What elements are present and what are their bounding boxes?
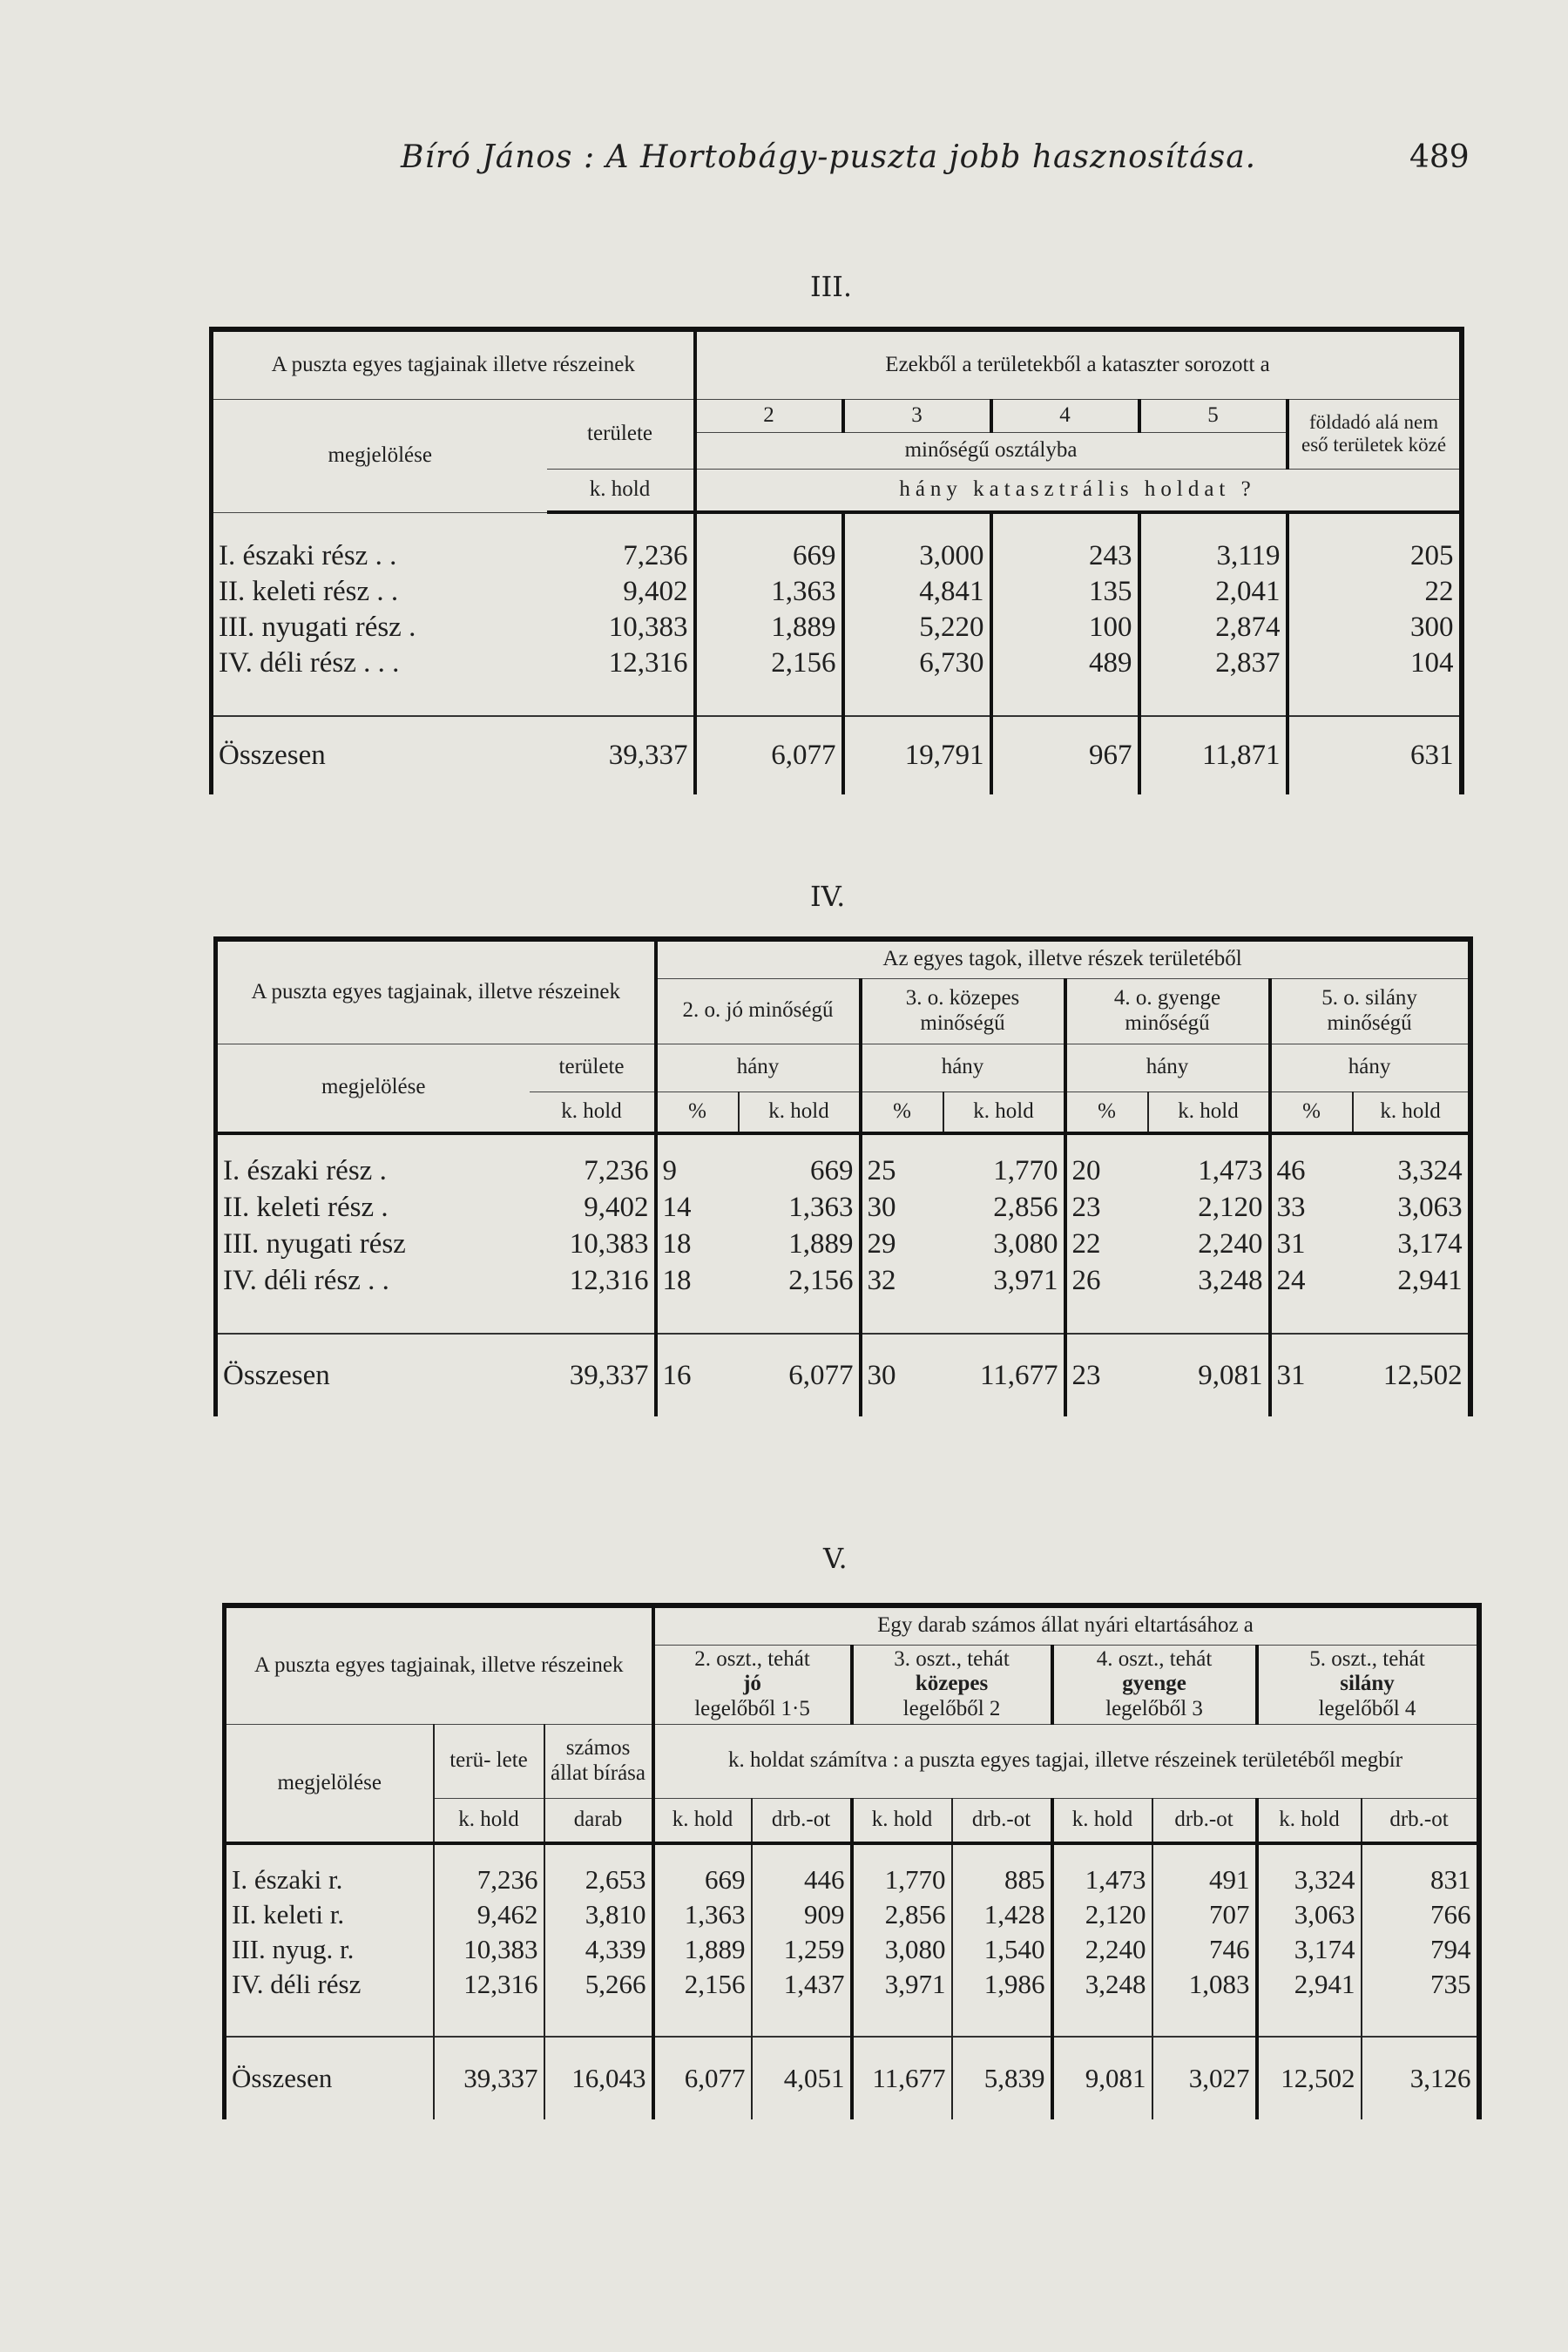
- t4-total-row-area: 39,337: [530, 1334, 656, 1416]
- t5-total-row-h5: 12,502: [1257, 2037, 1362, 2119]
- t4-row-1-area: 7,236: [530, 1152, 656, 1189]
- t4-head-area: területe: [530, 1044, 656, 1092]
- t3-total-row-label: Összesen: [212, 716, 547, 794]
- t4-row-4-p4: 26: [1071, 1264, 1101, 1296]
- t5-row-1: [225, 1862, 1479, 1897]
- t5-total-row-area: 39,337: [434, 2037, 544, 2119]
- t4-head-unit: k. hold: [530, 1092, 656, 1133]
- t4-row-1-label: I. északi rész .: [223, 1154, 387, 1186]
- t5-group-5-b: silány: [1340, 1672, 1395, 1696]
- t3-total-row-land: 631: [1288, 716, 1462, 794]
- t4-unit-4: k. hold: [1148, 1092, 1270, 1133]
- t3-row-2-area: 9,402: [547, 574, 695, 610]
- table-iii: [209, 327, 1464, 794]
- t4-row-1-p3: 25: [867, 1154, 896, 1186]
- t5-row-1-d5: 831: [1430, 1864, 1471, 1896]
- t4-row-3-label: III. nyugati rész: [223, 1227, 406, 1260]
- t5-total-row-d5: 3,126: [1362, 2037, 1479, 2119]
- t4-spacer-cell: [530, 1299, 656, 1334]
- t5-head-calc: k. holdat számítva : a puszta egyes tagjai, illetve részeinek területéből megbír: [653, 1724, 1479, 1798]
- t5-total-row: [225, 2037, 1479, 2119]
- t3-row-4-c4: 489: [991, 645, 1139, 681]
- t5-row-3-d2: 1,259: [752, 1932, 852, 1967]
- t4-spacer-cell: [656, 1299, 739, 1334]
- t5-group-2-c: legelőből 1·5: [694, 1697, 810, 1720]
- t4-row-2-h2: 1,363: [739, 1189, 861, 1226]
- t5-group-5: [1257, 1645, 1479, 1724]
- t5-row-4: [225, 1967, 1479, 2002]
- t5-head-members: A puszta egyes tagjainak, illetve részeinek: [225, 1605, 653, 1724]
- t3-class-2: 2: [695, 399, 843, 432]
- t5-spacer-cell: [1257, 2002, 1362, 2037]
- t4-total-row-p2: 16: [656, 1334, 739, 1416]
- t3-row-4-c5: 2,837: [1139, 645, 1288, 681]
- t4-row-2-h3: 2,856: [943, 1189, 1065, 1226]
- t4-row-2-p4: 23: [1071, 1191, 1101, 1223]
- t5-row-1-d2: 446: [752, 1862, 852, 1897]
- t4-head-designation: megjelölése: [216, 1044, 530, 1133]
- t4-row-1-p4: 20: [1071, 1154, 1101, 1186]
- t3-row-3-c2: 1,889: [695, 610, 843, 645]
- table-v: [222, 1603, 1482, 2119]
- t5-row-3: [225, 1932, 1479, 1967]
- t3-head-members: A puszta egyes tagjainak illetve részeinek: [212, 329, 695, 399]
- t4-spacer-cell: [1065, 1299, 1148, 1334]
- t3-total-row-c5: 11,871: [1139, 716, 1288, 794]
- t4-pct-5: %: [1270, 1092, 1353, 1133]
- t3-row-2-c4: 135: [991, 574, 1139, 610]
- t5-total-row-d4: 3,027: [1152, 2037, 1257, 2119]
- t5-row-1-h4: 1,473: [1052, 1862, 1152, 1897]
- t4-unit-5: k. hold: [1353, 1092, 1470, 1133]
- t4-row-4-h4: 3,248: [1148, 1262, 1270, 1299]
- t5-row-2-h4: 2,120: [1052, 1897, 1152, 1932]
- t3-head-area: területe: [547, 399, 695, 469]
- t5-row-2-d4: 707: [1152, 1897, 1257, 1932]
- t3-row-1-c2: 669: [695, 538, 843, 574]
- t5-group-2-b: jó: [743, 1672, 761, 1696]
- t4-howmany-4: hány: [1065, 1044, 1270, 1092]
- t4-row-3-p4: 22: [1071, 1227, 1101, 1260]
- t5-row-3-h4: 2,240: [1052, 1932, 1152, 1967]
- t4-pct-3: %: [861, 1092, 943, 1133]
- running-header: Bíró János : A Hortobágy-puszta jobb hasznosítása.: [401, 139, 1257, 175]
- t4-spacer: [216, 1299, 1470, 1334]
- t5-spacer-cell: [544, 2002, 653, 2037]
- t4-row-3-h3: 3,080: [943, 1226, 1065, 1262]
- t3-row-2-c5: 2,041: [1139, 574, 1288, 610]
- t5-row-4-d5: 735: [1430, 1969, 1471, 2000]
- t4-row-2-h4: 2,120: [1148, 1189, 1270, 1226]
- t4-howmany-2: hány: [656, 1044, 861, 1092]
- t4-total-row-p5: 31: [1270, 1334, 1353, 1416]
- t5-row-3-d4: 746: [1152, 1932, 1257, 1967]
- t3-row-2-c3: 4,841: [843, 574, 991, 610]
- t4-head-from: Az egyes tagok, illetve részek területéből: [656, 939, 1470, 978]
- t5-col-hold-4: k. hold: [1052, 1798, 1152, 1843]
- t4-row-4-p2: 18: [662, 1264, 692, 1296]
- t5-row-3-h5: 3,174: [1257, 1932, 1362, 1967]
- t5-spacer-cell: [852, 2002, 952, 2037]
- t5-row-1-h2: 669: [653, 1862, 752, 1897]
- t4-total-row-h5: 12,502: [1353, 1334, 1470, 1416]
- t4-total-row-label: Összesen: [216, 1334, 530, 1416]
- t5-total-row-h4: 9,081: [1052, 2037, 1152, 2119]
- t4-row-4-area: 12,316: [530, 1262, 656, 1299]
- t5-row-2-area: 9,462: [434, 1897, 544, 1932]
- t3-spacer: [212, 681, 1462, 716]
- t3-row-3-land: 300: [1410, 612, 1454, 643]
- t5-col-drb-5: drb.-ot: [1362, 1798, 1479, 1843]
- t3-spacer-cell: [1139, 681, 1288, 716]
- t5-col-drb-4: drb.-ot: [1152, 1798, 1257, 1843]
- t4-total-row-p4: 23: [1065, 1334, 1148, 1416]
- section-title-v: V.: [823, 1542, 848, 1575]
- t5-row-1-h3: 1,770: [852, 1862, 952, 1897]
- t5-group-2-a: 2. oszt., tehát: [694, 1646, 810, 1671]
- t5-head-capacity: számos állat bírása: [544, 1724, 653, 1798]
- t5-total-row-d3: 5,839: [952, 2037, 1052, 2119]
- t4-row-2-h5: 3,063: [1397, 1191, 1463, 1223]
- t4-row-3-h2: 1,889: [739, 1226, 861, 1262]
- t5-spacer-cell: [952, 2002, 1052, 2037]
- t4-spacer-cell: [1270, 1299, 1353, 1334]
- t5-total-row-cap: 16,043: [544, 2037, 653, 2119]
- t3-row-2-c2: 1,363: [695, 574, 843, 610]
- t4-howmany-3: hány: [861, 1044, 1065, 1092]
- t5-row-3-h2: 1,889: [653, 1932, 752, 1967]
- t4-spacer-cell: [1148, 1299, 1270, 1334]
- t3-total-row-c2: 6,077: [695, 716, 843, 794]
- t5-group-2: [653, 1645, 852, 1724]
- t3-row-3-area: 10,383: [547, 610, 695, 645]
- t3-row-1-area: 7,236: [547, 538, 695, 574]
- t5-row-2-h2: 1,363: [653, 1897, 752, 1932]
- t4-row-1-p2: 9: [662, 1154, 678, 1186]
- page-number: 489: [1409, 139, 1470, 175]
- t4-spacer-cell: [943, 1299, 1065, 1334]
- t4-spacer-cell: [739, 1299, 861, 1334]
- t4-row-3-area: 10,383: [530, 1226, 656, 1262]
- t4-spacer-cell: [861, 1299, 943, 1334]
- t4-quality-3: 3. o. közepes minőségű: [861, 978, 1065, 1044]
- t4-total-row: [216, 1334, 1470, 1416]
- t5-row-1-d3: 885: [952, 1862, 1052, 1897]
- t4-unit-2: k. hold: [739, 1092, 861, 1133]
- t3-spacer-cell: [1288, 681, 1462, 716]
- t5-spacer-cell: [1052, 2002, 1152, 2037]
- t5-col-hold-2: k. hold: [653, 1798, 752, 1843]
- t3-row-2-land: 22: [1424, 576, 1454, 607]
- t5-group-5-c: legelőből 4: [1318, 1697, 1416, 1720]
- t3-total-row-c4: 967: [991, 716, 1139, 794]
- t3-spacer-cell: [212, 681, 547, 716]
- t3-spacer-cell: [547, 681, 695, 716]
- t5-row-4-d3: 1,986: [952, 1967, 1052, 2002]
- t4-row-3-h5: 3,174: [1397, 1227, 1463, 1260]
- t5-spacer-cell: [434, 2002, 544, 2037]
- t4-quality-4: 4. o. gyenge minőségű: [1065, 978, 1270, 1044]
- t4-row-4-h3: 3,971: [943, 1262, 1065, 1299]
- t5-head-designation: megjelölése: [225, 1724, 434, 1843]
- t5-row-3-area: 10,383: [434, 1932, 544, 1967]
- t3-row-1-c4: 243: [991, 538, 1139, 574]
- t5-row-4-h2: 2,156: [653, 1967, 752, 2002]
- t3-class-3: 3: [843, 399, 991, 432]
- t3-row-1: [212, 538, 1462, 574]
- t3-row-4: [212, 645, 1462, 681]
- t4-row-4-label: IV. déli rész . .: [223, 1264, 389, 1296]
- t5-group-4: [1052, 1645, 1257, 1724]
- t5-total-row-h3: 11,677: [852, 2037, 952, 2119]
- t3-row-1-label: I. északi rész . .: [219, 540, 397, 571]
- t4-total-row-h4: 9,081: [1148, 1334, 1270, 1416]
- t4-row-1-p5: 46: [1276, 1154, 1306, 1186]
- t5-head-area: terü- lete: [434, 1724, 544, 1798]
- t4-row-1: [216, 1152, 1470, 1189]
- t4-head-members: A puszta egyes tagjainak, illetve részeinek: [216, 939, 656, 1044]
- t3-spacer-cell: [991, 681, 1139, 716]
- t4-row-2-p5: 33: [1276, 1191, 1306, 1223]
- t4-row-2-label: II. keleti rész .: [223, 1191, 389, 1223]
- t3-head-land: földadó alá nem eső területek közé: [1288, 399, 1462, 469]
- t3-row-4-c2: 2,156: [695, 645, 843, 681]
- t5-total-row-h2: 6,077: [653, 2037, 752, 2119]
- t3-spacer-cell: [843, 681, 991, 716]
- t4-row-2-area: 9,402: [530, 1189, 656, 1226]
- t4-row-2-p2: 14: [662, 1191, 692, 1223]
- t3-row-1-c5: 3,119: [1139, 538, 1288, 574]
- t3-row-3: [212, 610, 1462, 645]
- t3-class-5: 5: [1139, 399, 1288, 432]
- t4-spacer-cell: [1353, 1299, 1470, 1334]
- t3-row-1-c3: 3,000: [843, 538, 991, 574]
- t3-row-2: [212, 574, 1462, 610]
- t4-row-2: [216, 1189, 1470, 1226]
- t5-total-row-d2: 4,051: [752, 2037, 852, 2119]
- t3-total-row: [212, 716, 1462, 794]
- t3-total-row-c3: 19,791: [843, 716, 991, 794]
- t5-row-2-label: II. keleti r.: [225, 1897, 434, 1932]
- t5-row-1-h5: 3,324: [1257, 1862, 1362, 1897]
- t5-row-3-cap: 4,339: [544, 1932, 653, 1967]
- t3-total-row-area: 39,337: [547, 716, 695, 794]
- t3-row-3-c4: 100: [991, 610, 1139, 645]
- t5-group-4-a: 4. oszt., tehát: [1096, 1646, 1213, 1671]
- t3-head-from: Ezekből a területekből a kataszter sorozott a: [695, 329, 1462, 399]
- t3-row-1-land: 205: [1410, 540, 1454, 571]
- t3-head-quality: minőségű osztályba: [695, 432, 1288, 469]
- t4-pct-4: %: [1065, 1092, 1148, 1133]
- t5-row-4-d4: 1,083: [1152, 1967, 1257, 2002]
- t5-spacer-cell: [1152, 2002, 1257, 2037]
- t4-row-1-h5: 3,324: [1397, 1154, 1463, 1186]
- t5-row-4-cap: 5,266: [544, 1967, 653, 2002]
- t5-row-4-label: IV. déli rész: [225, 1967, 434, 2002]
- t5-row-2-d3: 1,428: [952, 1897, 1052, 1932]
- t4-row-3-p5: 31: [1276, 1227, 1306, 1260]
- t4-row-2-p3: 30: [867, 1191, 896, 1223]
- t4-row-1-h3: 1,770: [943, 1152, 1065, 1189]
- t3-spacer-cell: [695, 681, 843, 716]
- t5-col-drb-2: drb.-ot: [752, 1798, 852, 1843]
- t5-row-4-area: 12,316: [434, 1967, 544, 2002]
- t5-row-4-d2: 1,437: [752, 1967, 852, 2002]
- t5-group-3-a: 3. oszt., tehát: [894, 1646, 1010, 1671]
- t5-spacer-cell: [225, 2002, 434, 2037]
- t4-row-1-h4: 1,473: [1148, 1152, 1270, 1189]
- t3-head-howmany: hány katasztrális holdat ?: [695, 469, 1462, 512]
- t5-row-2-d2: 909: [752, 1897, 852, 1932]
- t5-head-piece: darab: [544, 1798, 653, 1843]
- t5-row-2-d5: 766: [1430, 1899, 1471, 1930]
- t4-row-4: [216, 1262, 1470, 1299]
- t4-row-1-h2: 669: [739, 1152, 861, 1189]
- t5-group-3-b: közepes: [915, 1672, 989, 1696]
- t4-row-3-h4: 2,240: [1148, 1226, 1270, 1262]
- t3-row-3-c5: 2,874: [1139, 610, 1288, 645]
- section-title-iv: IV.: [810, 880, 846, 913]
- t3-row-3-label: III. nyugati rész .: [219, 612, 416, 643]
- t3-row-4-c3: 6,730: [843, 645, 991, 681]
- t4-row-3-p2: 18: [662, 1227, 692, 1260]
- t5-row-4-h4: 3,248: [1052, 1967, 1152, 2002]
- t5-group-3-c: legelőből 2: [902, 1697, 1001, 1720]
- t5-col-hold-5: k. hold: [1257, 1798, 1362, 1843]
- t4-quality-2: 2. o. jó minőségű: [656, 978, 861, 1044]
- t5-row-4-h3: 3,971: [852, 1967, 952, 2002]
- t5-row-3-label: III. nyug. r.: [225, 1932, 434, 1967]
- t5-row-3-h3: 3,080: [852, 1932, 952, 1967]
- t4-row-4-p5: 24: [1276, 1264, 1306, 1296]
- t4-spacer-cell: [216, 1299, 530, 1334]
- t5-row-1-area: 7,236: [434, 1862, 544, 1897]
- t4-total-row-p3: 30: [861, 1334, 943, 1416]
- t5-col-hold-3: k. hold: [852, 1798, 952, 1843]
- t3-row-3-c3: 5,220: [843, 610, 991, 645]
- t5-total-row-label: Összesen: [225, 2037, 434, 2119]
- t4-total-row-h2: 6,077: [739, 1334, 861, 1416]
- t5-spacer-cell: [653, 2002, 752, 2037]
- t3-head-unit: k. hold: [547, 469, 695, 512]
- t4-unit-3: k. hold: [943, 1092, 1065, 1133]
- t4-row-4-h5: 2,941: [1397, 1264, 1463, 1296]
- t4-row-4-h2: 2,156: [739, 1262, 861, 1299]
- t5-spacer-cell: [752, 2002, 852, 2037]
- t5-row-3-d3: 1,540: [952, 1932, 1052, 1967]
- t5-row-2-cap: 3,810: [544, 1897, 653, 1932]
- t3-head-designation: megjelölése: [212, 399, 547, 512]
- t5-row-4-h5: 2,941: [1257, 1967, 1362, 2002]
- t5-col-drb-3: drb.-ot: [952, 1798, 1052, 1843]
- t3-row-4-label: IV. déli rész . . .: [219, 647, 400, 679]
- t5-spacer-cell: [1362, 2002, 1479, 2037]
- t5-head-unit: k. hold: [434, 1798, 544, 1843]
- t5-row-1-d4: 491: [1152, 1862, 1257, 1897]
- t4-pct-2: %: [656, 1092, 739, 1133]
- t3-row-4-land: 104: [1410, 647, 1454, 679]
- t5-row-2-h3: 2,856: [852, 1897, 952, 1932]
- t5-row-1-label: I. északi r.: [225, 1862, 434, 1897]
- t4-row-3: [216, 1226, 1470, 1262]
- section-title-iii: III.: [810, 270, 853, 303]
- t4-howmany-5: hány: [1270, 1044, 1470, 1092]
- t4-total-row-h3: 11,677: [943, 1334, 1065, 1416]
- t4-row-4-p3: 32: [867, 1264, 896, 1296]
- t5-spacer: [225, 2002, 1479, 2037]
- t5-row-1-cap: 2,653: [544, 1862, 653, 1897]
- table-iv: [213, 936, 1473, 1416]
- t3-row-2-label: II. keleti rész . .: [219, 576, 399, 607]
- t5-group-3: [852, 1645, 1052, 1724]
- t5-group-5-a: 5. oszt., tehát: [1309, 1646, 1425, 1671]
- t5-group-4-c: legelőből 3: [1105, 1697, 1203, 1720]
- t4-quality-5: 5. o. silány minőségű: [1270, 978, 1470, 1044]
- t3-class-4: 4: [991, 399, 1139, 432]
- t5-row-2: [225, 1897, 1479, 1932]
- t3-row-4-area: 12,316: [547, 645, 695, 681]
- t5-row-2-h5: 3,063: [1257, 1897, 1362, 1932]
- t5-head-from: Egy darab számos állat nyári eltartásához a: [653, 1605, 1479, 1645]
- t5-row-3-d5: 794: [1430, 1934, 1471, 1965]
- t5-group-4-b: gyenge: [1122, 1672, 1186, 1696]
- t4-row-3-p3: 29: [867, 1227, 896, 1260]
